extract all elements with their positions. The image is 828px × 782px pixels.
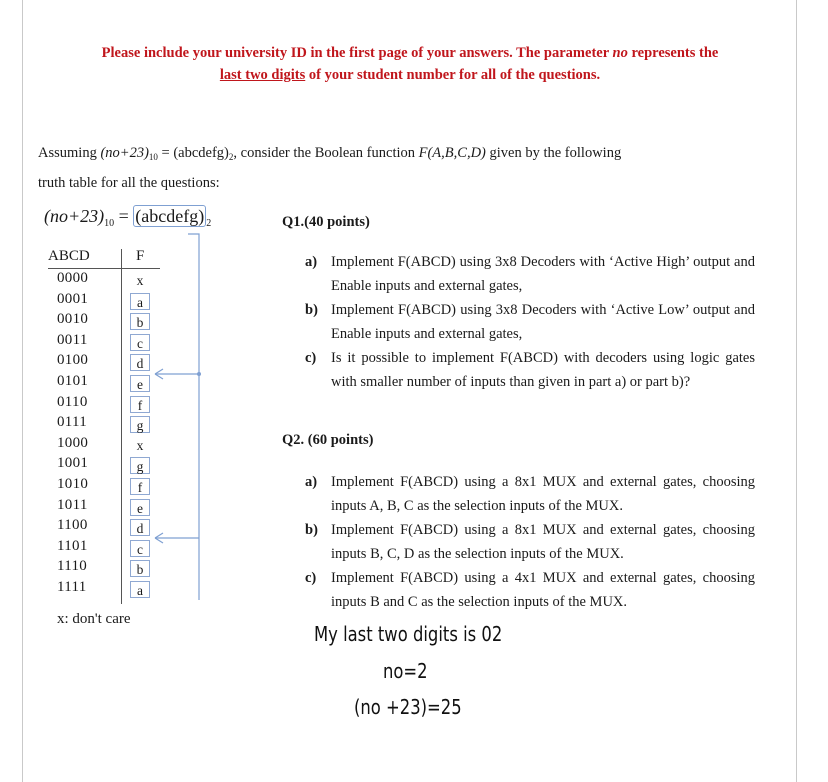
intro-expr-left: (no+23) [100,145,149,161]
q2-item-a [305,470,755,518]
intro-paragraph [38,140,778,196]
tt-row-abcd: 0011 [57,331,88,348]
tt-header-f: F [136,248,145,264]
notice-line-1 [40,42,780,64]
tt-header-rule [48,268,160,269]
q2-item-a-label: a) [305,474,318,490]
tt-row-abcd: 1101 [57,537,88,554]
intro-post: given by the following [485,145,622,161]
notice-param-no: no [612,45,628,61]
tt-row-abcd: 0111 [57,414,88,431]
tt-column-divider [121,249,122,604]
tt-row-abcd: 0000 [57,270,89,286]
q1-title: Q1.(40 points) [282,214,370,230]
tt-row-f: d [130,354,150,371]
intro-eq-sub: 2 [228,152,234,162]
q1-item-a [305,250,755,298]
tt-row-abcd: 1000 [57,434,89,451]
tt-row-abcd: 0110 [57,393,88,410]
tt-row-abcd: 1110 [57,558,88,575]
intro-expr-left-sub: 10 [148,152,158,162]
tt-row-abcd: 1010 [57,476,89,492]
tt-row-abcd: 1111 [57,579,87,595]
q1-item-c-text: Is it possible to implement F(ABCD) with decoders using logic gates with smaller number of inputs than given in part a) or part b)? [331,350,755,390]
q2-item-c-text: Implement F(ABCD) using a 4x1 MUX and external gates, choosing inputs B and C as the selection inputs of the MUX. [331,570,755,610]
intro-func: F(A,B,C,D) [418,145,486,161]
q1-item-b-label: b) [305,302,318,318]
q2-item-b [305,518,755,566]
tt-row-f: g [130,457,150,474]
q1-item-a-label: a) [305,254,318,270]
notice-line-2-rest: of your student number for all of the questions. [305,67,601,83]
q1-item-a-text: Implement F(ABCD) using 3x8 Decoders with ‘Active High’ output and Enable inputs and external gates, [331,254,755,294]
tt-row-f: e [130,499,150,516]
q2-item-c [305,566,755,614]
tt-row-abcd: 0100 [57,352,89,369]
handwritten-line-3: (no +23)=25 [354,695,462,719]
page-border-right [796,0,797,782]
tt-row-abcd: 1100 [57,517,88,534]
q2-item-b-label: b) [305,522,318,538]
tt-row-abcd: 0101 [57,373,89,389]
tt-header-abcd: ABCD [48,248,90,264]
tt-row-f: c [130,540,150,557]
intro-mid: , consider the Boolean function [233,145,419,161]
q1-item-c-label: c) [305,350,317,366]
dont-care-legend: x: don't care [57,611,131,627]
tt-row-f: c [130,334,150,351]
intro-line-1 [38,140,778,170]
notice-line-1-post: represents the [627,45,719,61]
notice [40,42,780,86]
tt-row-f: a [130,293,150,310]
notice-line-2 [40,64,780,86]
tt-row-f: g [130,416,150,433]
handwritten-line-2: no=2 [383,659,428,683]
tt-row-f: x [136,437,144,453]
tt-row-f: b [130,560,150,577]
intro-pre: Assuming [38,145,101,161]
tt-row-f: f [130,396,150,413]
tt-row-abcd: 1011 [57,496,88,513]
notice-line-1-pre: Please include your university ID in the first page of your answers. The parameter [101,45,613,61]
tt-row-f: b [130,313,150,330]
tt-row-f: x [136,273,144,288]
tt-row-f: f [130,478,150,495]
tt-row-f: e [130,375,150,392]
formula-left-sub: 10 [104,218,115,229]
q2-item-c-label: c) [305,570,317,586]
intro-eq: = (abcdefg) [157,145,229,161]
intro-line-2: truth table for all the questions: [38,175,220,191]
q2-title: Q2. (60 points) [282,432,374,448]
page-border-left [22,0,23,782]
q1-item-c [305,346,755,394]
formula [44,206,211,229]
tt-row-f: d [130,519,150,536]
tt-row-f: a [130,581,150,598]
handwritten-line-1: My last two digits is 02 [314,622,503,646]
q1-item-b-text: Implement F(ABCD) using 3x8 Decoders with ‘Active Low’ output and Enable inputs and external gates, [331,302,755,342]
tt-row-abcd: 1001 [57,455,89,472]
q2-item-a-text: Implement F(ABCD) using a 8x1 MUX and external gates, choosing inputs A, B, C as the selection inputs of the MUX. [331,474,755,514]
formula-eq: = [114,206,134,226]
formula-left: (no+23) [44,206,105,226]
q1-item-b [305,298,755,346]
tt-row-abcd: 0010 [57,311,89,328]
tt-row-abcd: 0001 [57,290,89,307]
formula-right-sub: 2 [206,218,212,229]
notice-underlined: last two digits [219,67,306,83]
q2-item-b-text: Implement F(ABCD) using a 8x1 MUX and external gates, choosing inputs B, C, D as the selection inputs of the MUX. [331,522,755,562]
formula-boxed-bits: (abcdefg) [135,206,205,226]
